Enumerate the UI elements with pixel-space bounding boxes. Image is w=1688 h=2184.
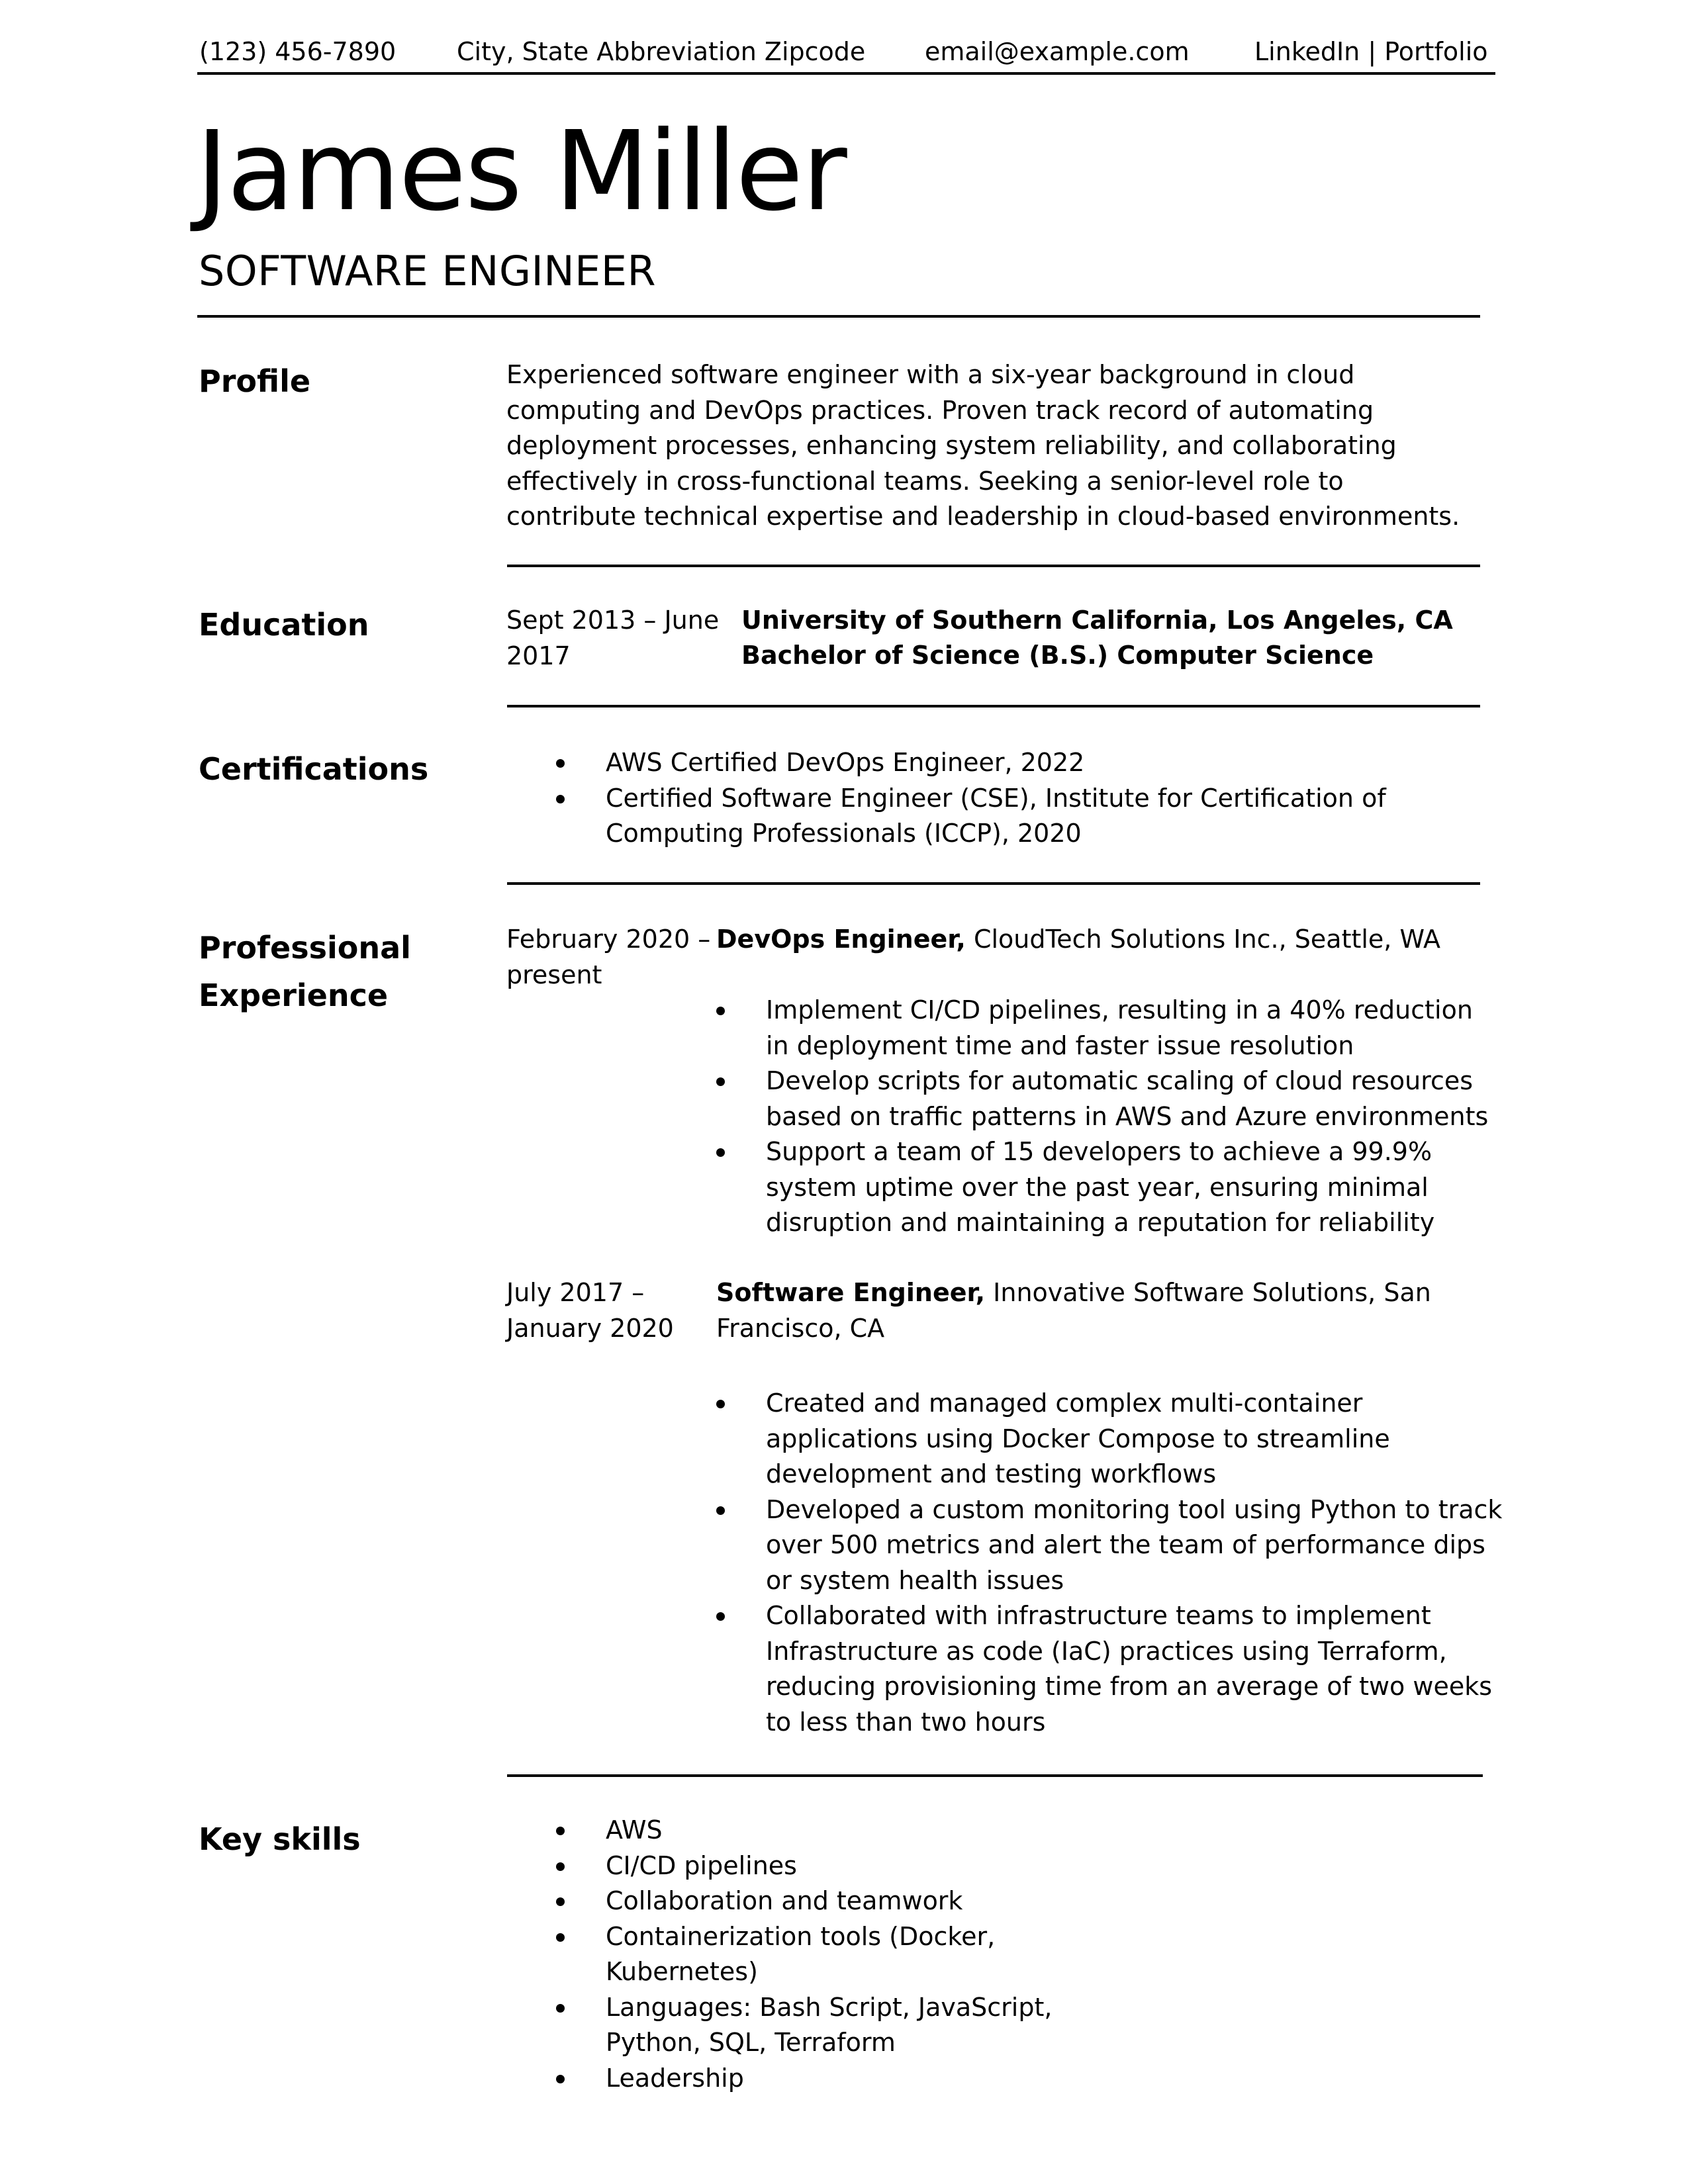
bullet-icon xyxy=(716,1400,725,1408)
list-item xyxy=(716,993,1491,1064)
certification-text: AWS Certified DevOps Engineer, 2022 xyxy=(606,748,1085,777)
job-bullet-text: Collaborated with infrastructure teams to implement Infrastructure as code (IaC) practices using Terraform, reducing provisioning time from an average of two weeks to less than two hours xyxy=(766,1601,1493,1737)
certifications-divider xyxy=(507,882,1480,885)
list-item xyxy=(716,1386,1507,1492)
list-item xyxy=(556,1919,1152,1990)
list-item xyxy=(716,1492,1507,1599)
bullet-icon xyxy=(556,1933,565,1942)
bullet-icon xyxy=(716,1077,725,1086)
education-dates: Sept 2013 – June 2017 xyxy=(506,606,720,670)
bullet-icon xyxy=(556,1827,565,1835)
job-company: Innovative Software Solutions, San Francisco, CA xyxy=(716,1278,1431,1343)
bullet-icon xyxy=(556,1897,565,1906)
skill-text: Containerization tools (Docker, Kubernetes) xyxy=(606,1921,996,1986)
list-item xyxy=(556,2061,1152,2097)
bullet-icon xyxy=(716,1612,725,1621)
job-role: Software Engineer, xyxy=(716,1278,986,1307)
list-item xyxy=(716,1598,1507,1740)
contact-links[interactable]: LinkedIn | Portfolio xyxy=(1254,37,1488,66)
profile-divider xyxy=(507,565,1480,567)
job-dates: July 2017 – January 2020 xyxy=(506,1278,674,1343)
skill-text: AWS xyxy=(606,1815,663,1844)
education-divider xyxy=(507,705,1480,707)
job-bullet-text: Support a team of 15 developers to achieve a 99.9% system uptime over the past year, ensuring minimal disruption and maintaining a reputation for reliability xyxy=(766,1137,1435,1237)
list-item xyxy=(556,1813,1152,1848)
job-company: CloudTech Solutions Inc., Seattle, WA xyxy=(965,925,1440,954)
section-label-experience: Professional Experience xyxy=(199,930,411,1013)
bullet-icon xyxy=(716,1506,725,1515)
skill-text: Collaboration and teamwork xyxy=(606,1886,963,1915)
skill-text: Leadership xyxy=(606,2063,744,2093)
header-divider xyxy=(197,72,1495,75)
job-heading xyxy=(716,1275,1497,1346)
section-label-skills: Key skills xyxy=(199,1821,361,1857)
section-label-certifications: Certifications xyxy=(199,751,429,787)
bullet-icon xyxy=(716,1007,725,1015)
title-divider xyxy=(197,315,1480,318)
skill-text: CI/CD pipelines xyxy=(606,1850,797,1880)
bullet-icon xyxy=(556,759,565,768)
profile-text: Experienced software engineer with a six-year background in cloud computing and DevOps practices. Proven track record of automating deployment processes, enhancing system reliability, and collaborating effectively in cross-functional teams. Seeking a senior-level role to contribute technical expertise and leadership in cloud-based environments. xyxy=(506,360,1460,531)
bullet-icon xyxy=(556,795,565,803)
education-school: University of Southern California, Los Angeles, CA xyxy=(741,606,1453,635)
contact-phone: (123) 456-7890 xyxy=(199,37,397,66)
job-heading xyxy=(716,922,1497,958)
certification-text: Certified Software Engineer (CSE), Institute for Certification of Computing Professionals (ICCP), 2020 xyxy=(606,783,1386,848)
job-title: SOFTWARE ENGINEER xyxy=(199,247,657,295)
list-item xyxy=(556,745,1496,781)
bullet-icon xyxy=(556,1862,565,1871)
job-bullet-text: Developed a custom monitoring tool using Python to track over 500 metrics and alert the team of performance dips or system health issues xyxy=(766,1494,1503,1595)
job-bullets xyxy=(716,993,1491,1241)
job-bullet-text: Created and managed complex multi-container applications using Docker Compose to streamline development and testing workflows xyxy=(766,1388,1390,1488)
job-dates: February 2020 – present xyxy=(506,925,711,989)
contact-location: City, State Abbreviation Zipcode xyxy=(457,37,866,66)
list-item xyxy=(556,1990,1152,2061)
experience-divider xyxy=(507,1774,1483,1777)
candidate-name: James Miller xyxy=(196,108,846,236)
certifications-list xyxy=(556,745,1496,852)
section-label-profile: Profile xyxy=(199,363,311,399)
job-bullet-text: Implement CI/CD pipelines, resulting in a 40% reduction in deployment time and faster issue resolution xyxy=(766,995,1473,1060)
skills-list xyxy=(556,1813,1152,2096)
job-bullets xyxy=(716,1386,1507,1740)
education-degree: Bachelor of Science (B.S.) Computer Science xyxy=(741,641,1374,670)
job-bullet-text: Develop scripts for automatic scaling of cloud resources based on traffic patterns in AWS and Azure environments xyxy=(766,1066,1489,1131)
bullet-icon xyxy=(556,2075,565,2083)
job-role: DevOps Engineer, xyxy=(716,925,966,954)
list-item xyxy=(716,1134,1491,1241)
contact-email[interactable]: email@example.com xyxy=(925,37,1190,66)
bullet-icon xyxy=(556,2004,565,2013)
list-item xyxy=(556,1848,1152,1884)
section-label-education: Education xyxy=(199,607,369,643)
skill-text: Languages: Bash Script, JavaScript, Python, SQL, Terraform xyxy=(606,1992,1053,2057)
list-item xyxy=(716,1064,1491,1134)
list-item xyxy=(556,781,1496,852)
bullet-icon xyxy=(716,1148,725,1157)
list-item xyxy=(556,1884,1152,1919)
